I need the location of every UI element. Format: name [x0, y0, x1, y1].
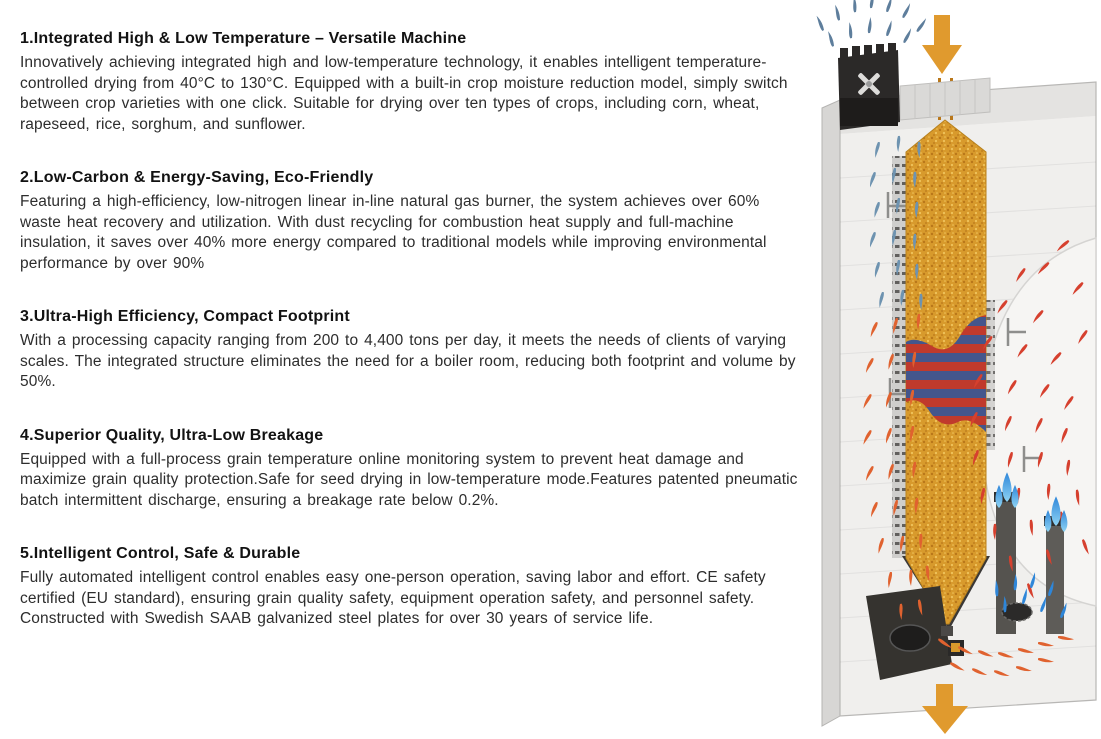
feature-section-4 [20, 425, 805, 512]
feature-section-1 [20, 28, 805, 135]
top-cabinet [900, 78, 990, 120]
feature-section-2 [20, 167, 805, 274]
louver-wall-left [892, 156, 906, 558]
feature-heading-4: 4.Superior Quality, Ultra-Low Breakage [20, 426, 324, 444]
feature-heading-2: 2.Low-Carbon & Energy-Saving, Eco-Friendly [20, 169, 374, 186]
feature-section-3 [20, 306, 805, 393]
feature-body-5: Fully automated intelligent control enables easy one-person operation, saving labor and effort. CE safety certified (EU standard), ensuring grain quality safety, equipment operation safety, and personnel safety. Constructed with Swedish SAAB galvanized steel plates for over 30 years of service life. [20, 569, 766, 627]
exhaust-air-streams [814, 0, 927, 47]
feature-heading-3: 3.Ultra-High Efficiency, Compact Footprint [20, 308, 350, 325]
feature-heading-1: 1.Integrated High & Low Temperature – Versatile Machine [20, 30, 467, 47]
feature-body-2: Featuring a high-efficiency, low-nitrogen linear in-line natural gas burner, the system achieves over 60% waste heat recovery and utilization. With dust recycling for combustion heat supply and full-machine insulation, it saves over 40% more energy compared to traditional models while improving environmental performance by over 90% [20, 193, 767, 272]
grain-column [902, 120, 990, 630]
grain-inlet-arrow-icon [922, 15, 962, 74]
exhaust-fan [838, 43, 900, 130]
feature-heading-5: 5.Intelligent Control, Safe & Durable [20, 545, 301, 562]
feature-body-4: Equipped with a full-process grain temperature online monitoring system to prevent heat damage and maximize grain quality protection.Safe for seed drying in low-temperature mode.Features patented pneumatic batch intermittent discharge, ensuring a breakage rate below 0.2%. [20, 450, 798, 509]
feature-section-5 [20, 543, 805, 630]
louver-wall-right [986, 300, 995, 450]
feature-body-3: With a processing capacity ranging from 200 to 4,400 tons per day, it meets the needs of clients of varying scales. The integrated structure eliminates the need for a boiler room, reducing both footprint and volume by 50%. [20, 332, 796, 390]
feature-body-1: Innovatively achieving integrated high and low-temperature technology, it enables intelligent temperature-controlled drying from 40°C to 130°C. Equipped with a built-in crop moisture reduction model, simply switch between crop varieties with one click. Suitable for drying over ten types of crops, including corn, wheat, rapeseed, rice, sorghum, and sunflower. [20, 54, 788, 133]
grain-dryer-cutaway-illustration [810, 0, 1101, 739]
feature-list [20, 28, 805, 662]
